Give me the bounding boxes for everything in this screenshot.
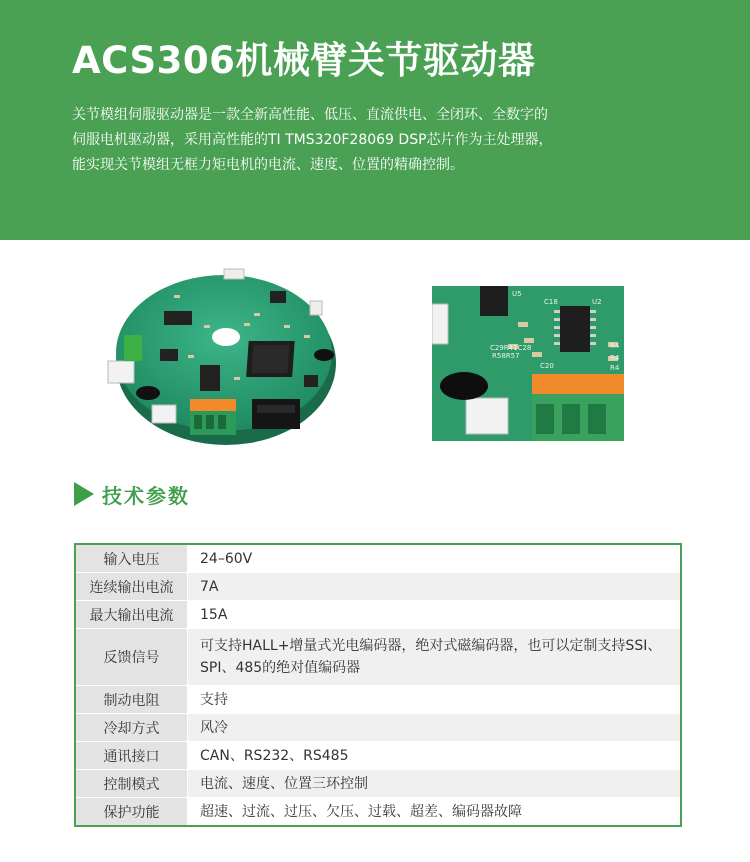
table-row [76, 686, 680, 714]
spec-value-line: 可支持HALL+增量式光电编码器，绝对式磁编码器，也可以定制支持SSI、 [200, 638, 662, 654]
table-row [76, 601, 680, 629]
table-row [76, 629, 680, 686]
table-row [76, 742, 680, 770]
silkscreen-label: C20 [540, 362, 554, 370]
description-line: 关节模组伺服驱动器是一款全新高性能、低压、直流供电、全闭环、全数字的 [72, 107, 548, 123]
spec-value: 15A [188, 601, 680, 628]
spec-label: 连续输出电流 [76, 573, 188, 600]
spec-value [188, 629, 680, 685]
table-row [76, 798, 680, 825]
table-row [76, 714, 680, 742]
spec-label: 最大输出电流 [76, 601, 188, 628]
driver-board-photo [104, 265, 344, 445]
table-row [76, 545, 680, 573]
silkscreen-label: C29R41C28 [490, 344, 532, 352]
table-row [76, 573, 680, 601]
spec-label: 控制模式 [76, 770, 188, 797]
silkscreen-label: R58R57 [492, 352, 520, 360]
description-line: 能实现关节模组无框力矩电机的电流、速度、位置的精确控制。 [72, 157, 464, 173]
silkscreen-label: U5 [512, 290, 522, 298]
silkscreen-label: R4 [610, 354, 620, 362]
spec-value-line: SPI、485的绝对值编码器 [200, 660, 361, 676]
page-title: ACS306机械臂关节驱动器 [72, 39, 536, 82]
spec-table [74, 543, 682, 827]
silkscreen-label: U2 [592, 298, 602, 306]
spec-label: 输入电压 [76, 545, 188, 572]
spec-label: 冷却方式 [76, 714, 188, 741]
spec-value: 电流、速度、位置三环控制 [188, 770, 680, 797]
spec-value: 支持 [188, 686, 680, 713]
section-title: 技术参数 [102, 484, 190, 508]
spec-label: 反馈信号 [76, 629, 188, 685]
silkscreen-label: R4 [610, 342, 620, 350]
table-row [76, 770, 680, 798]
spec-value: 24–60V [188, 545, 680, 572]
triangle-arrow-icon [74, 482, 94, 506]
spec-value: 风冷 [188, 714, 680, 741]
spec-label: 通讯接口 [76, 742, 188, 769]
silkscreen-label: R4 [610, 364, 620, 372]
spec-value: 7A [188, 573, 680, 600]
silkscreen-label: C18 [544, 298, 558, 306]
spec-value: 超速、过流、过压、欠压、过载、超差、编码器故障 [188, 798, 680, 825]
product-description [72, 103, 672, 178]
spec-label: 制动电阻 [76, 686, 188, 713]
description-line: 伺服电机驱动器，采用高性能的TI TMS320F28069 DSP芯片作为主处理器， [72, 132, 553, 148]
spec-label: 保护功能 [76, 798, 188, 825]
board-closeup-photo [432, 286, 624, 441]
spec-value: CAN、RS232、RS485 [188, 742, 680, 769]
hero-banner [0, 0, 750, 240]
